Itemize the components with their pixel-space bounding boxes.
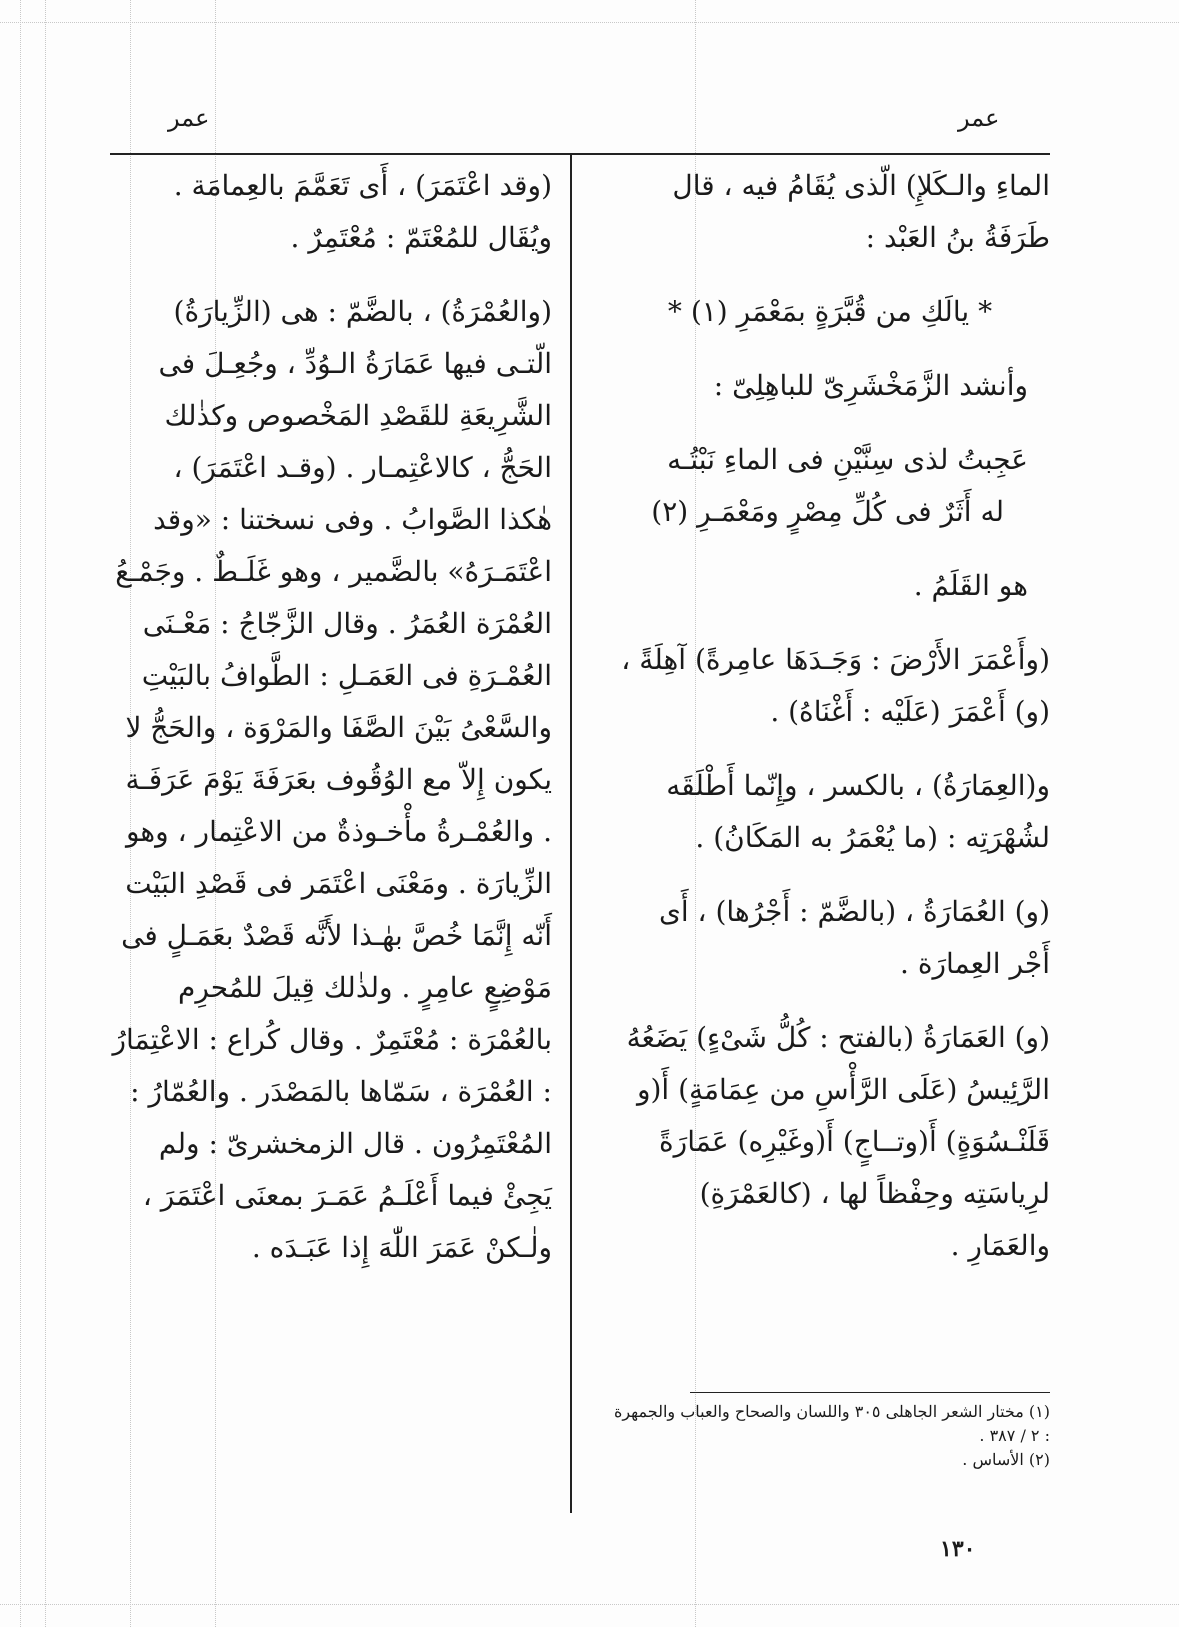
scan-guide-vertical (20, 0, 21, 1627)
left-column (112, 160, 552, 1296)
column-separator (570, 155, 572, 1513)
scan-guide-horizontal (0, 1604, 1179, 1605)
verse (610, 434, 1050, 538)
verse-line: عَجِبتُ لذى سِنَّيْنِ فى الماءِ نَبْتُـه (667, 443, 1028, 476)
paragraph: (وأَعْمَرَ الأَرْضَ : وَجَـدَهَا عامِرةً) آهِلَةً ، (و) أَعْمَرَ (عَلَيْه : أَغْنَاهُ) . (621, 643, 1050, 728)
paragraph: و(العِمَارَةُ) ، بالكسر ، وإِنّما أَطْلَقَه لشُهْرَتِه : (ما يُعْمَرُ به المَكَانُ) . (666, 769, 1050, 854)
paragraph: (و) العَمَارَةُ (بالفتح : كُلُّ شَىْءٍ) يَضَعُهُ الرَّئِيسُ (عَلَى الرَّأْسِ من عِمَامَةٍ) أَ(و قَلَنْـسُوَةٍ) أَ(وتــاجٍ) أَ(وغَيْرِه) عَمَارَةً لرِياسَتِه وحِفْظاً لها ، (كالعَمْرَةِ) والعَمَارِ . (626, 1021, 1050, 1262)
footnotes (610, 1400, 1050, 1472)
paragraph: (وقد اعْتَمَرَ) ، أَى تَعَمَّمَ بالعِمامَة . ويُقَال للمُعْتَمّ : مُعْتَمِرٌ . (173, 169, 552, 254)
paragraph: هو القَلَمُ . (913, 569, 1028, 602)
running-head-right: عمر (958, 104, 1000, 132)
paragraph: وأنشد الزَّمَخْشَرِىّ للباهِلِىّ : (713, 369, 1028, 402)
verse-line: له أَثَرٌ فى كُلِّ مِصْرٍ ومَعْمَـرِ (٢) (651, 495, 1004, 528)
paragraph: (و) العُمَارَةُ ، (بالضَّمّ : أَجْرُها) ، أَى أَجْر العِمارَة . (658, 895, 1050, 980)
paragraph: (والعُمْرَةُ) ، بالضَّمّ : هى (الزِّيارَةُ) الّتـى فيها عَمَارَةُ الـوُدِّ ، وجُعِـلَ فى الشَّرِيعَةِ للقَصْدِ المَخْصوص وكذٰلك الحَجُّ ، كالاعْتِمـار . (وقـد اعْتَمَرَ) ، هٰكذا الصَّوابُ . وفى نسختنا : «وقد اعْتَمَـرَهُ» بالضَّمير ، وهو غَلَـطٌ . وجَمْـعُ العُمْرَة العُمَرُ . وقال الزَّجّاجُ : مَعْـنَى العُمْـرَةِ فى العَمَـلِ : الطَّوافُ بالبَيْتِ والسَّعْىُ بَيْنَ الصَّفَا والمَرْوَة ، والحَجُّ لا يكون إِلاّ مع الوُقُوف بعَرَفَةَ يَوْمَ عَرَفَـة . والعُمْـرةُ مأْخـوذةٌ من الاعْتِمار ، وهو الزِّيارَة . ومَعْنَى اعْتَمَر فى قَصْدِ البَيْت أَنّه إِنَّمَا خُصَّ بهٰـذا لأَنَّه قَصْدٌ بعَمَـلٍ فى مَوْضِعٍ عامِرٍ . ولذٰلك قِيلَ للمُحرِم بالعُمْرَة : مُعْتَمِرٌ . وقال كُراع : الاعْتِمَارُ : العُمْرَة ، سَمّاها بالمَصْدَر . والعُمّارُ : المُعْتَمِرُون . قال الزمخشرىّ : ولم يَجِئْ فيما أَعْلَـمُ عَمَـرَ بمعنَى اعْتَمَرَ ، ولٰـكنْ عَمَرَ اللّٰهَ إِذا عَبَـدَه . (112, 295, 552, 1264)
right-column (610, 160, 1050, 1294)
running-head-left: عمر (168, 104, 210, 132)
scan-guide-vertical (45, 0, 46, 1627)
footnote: (٢) الأساس . (962, 1450, 1050, 1469)
scan-guide-horizontal (0, 22, 1179, 23)
footnote: (١) مختار الشعر الجاهلى ٣٠٥ واللسان والصحاح والعباب والجمهرة : ٢ / ٣٨٧ . (613, 1402, 1050, 1445)
footnote-rule (690, 1392, 1050, 1393)
paragraph: الماءِ والـكَلإِ) الّذى يُقَامُ فيه ، قال طَرَفَةُ بنُ العَبْد : (672, 169, 1050, 254)
page-number: ١٣٠ (940, 1536, 976, 1562)
header-rule (110, 153, 1050, 155)
verse-half-line: * يالَكِ من قُبَّرَةٍ بمَعْمَرِ (١) * (667, 295, 993, 328)
